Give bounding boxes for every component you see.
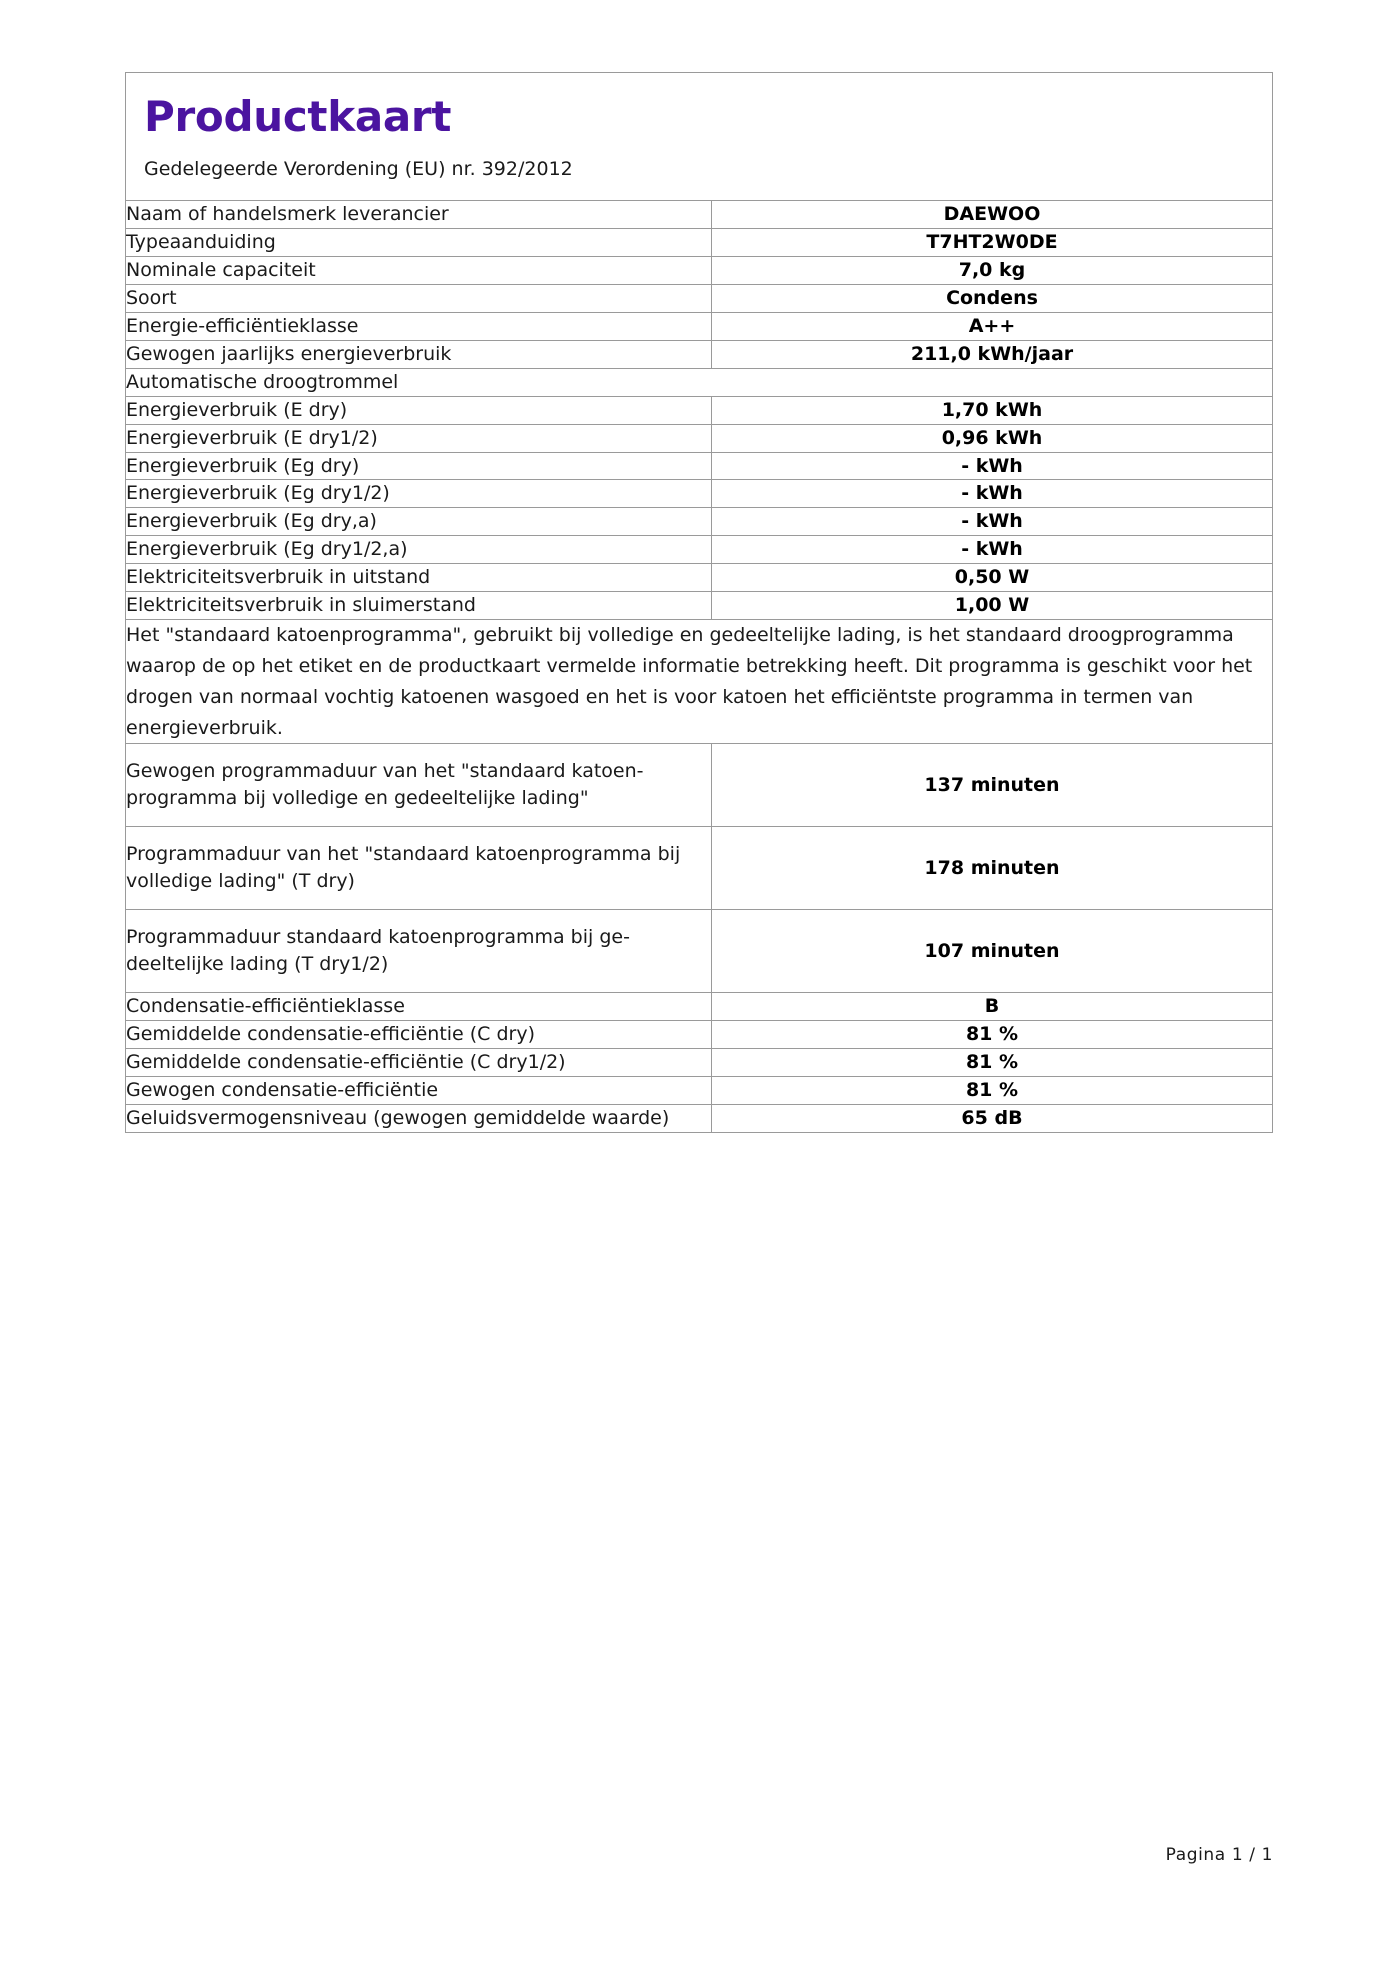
spec-value: 178 minuten: [712, 827, 1273, 910]
spec-label: Energieverbruik (Eg dry1/2,a): [126, 536, 712, 564]
spec-label: Naam of handelsmerk leverancier: [126, 200, 712, 228]
spec-label: Energieverbruik (Eg dry1/2): [126, 480, 712, 508]
table-row: [126, 480, 1273, 508]
table-row: [126, 744, 1273, 827]
spec-value: 0,96 kWh: [712, 424, 1273, 452]
table-row: [126, 827, 1273, 910]
spec-value: Condens: [712, 284, 1273, 312]
section-heading-automatic-dryer: Automatische droogtrommel: [126, 368, 1273, 396]
spec-label: Programmaduur standaard katoenprogramma bij ge-deeltelijke lading (T dry1/2): [126, 910, 712, 993]
page-title: Productkaart: [144, 92, 452, 141]
spec-value: DAEWOO: [712, 200, 1273, 228]
spec-label: Elektriciteitsverbruik in sluimerstand: [126, 592, 712, 620]
spec-label: Gewogen condensatie-efficiëntie: [126, 1077, 712, 1105]
table-row: [126, 256, 1273, 284]
spec-label: Programmaduur van het "standaard katoenprogramma bij volledige lading" (T dry): [126, 827, 712, 910]
spec-label: Energieverbruik (Eg dry): [126, 452, 712, 480]
spec-label: Energie-efficiëntieklasse: [126, 312, 712, 340]
spec-label: Gemiddelde condensatie-efficiëntie (C dry): [126, 1021, 712, 1049]
table-row: [126, 1105, 1273, 1133]
spec-value: 0,50 W: [712, 564, 1273, 592]
table-row: [126, 424, 1273, 452]
spec-label: Energieverbruik (E dry): [126, 396, 712, 424]
table-row: [126, 284, 1273, 312]
spec-value: 65 dB: [712, 1105, 1273, 1133]
spec-value: T7HT2W0DE: [712, 228, 1273, 256]
spec-label: Energieverbruik (E dry1/2): [126, 424, 712, 452]
spec-value: B: [712, 993, 1273, 1021]
spec-value: - kWh: [712, 480, 1273, 508]
table-row: [126, 312, 1273, 340]
spec-value: - kWh: [712, 536, 1273, 564]
spec-value: 211,0 kWh/jaar: [712, 340, 1273, 368]
document-subtitle: Gedelegeerde Verordening (EU) nr. 392/2012: [144, 158, 573, 181]
spec-label: Gewogen jaarlijks energieverbruik: [126, 340, 712, 368]
product-card-sheet: [125, 72, 1273, 1133]
spec-value: 107 minuten: [712, 910, 1273, 993]
spec-value: - kWh: [712, 452, 1273, 480]
spec-value: - kWh: [712, 508, 1273, 536]
spec-value: 81 %: [712, 1049, 1273, 1077]
table-row-note: [126, 620, 1273, 744]
table-row: [126, 592, 1273, 620]
spec-label: Gewogen programmaduur van het "standaard katoen-programma bij volledige en gedeeltelijke lading": [126, 744, 712, 827]
table-row: [126, 228, 1273, 256]
table-row: [126, 508, 1273, 536]
spec-table-body: [126, 200, 1273, 1132]
product-specification-table: [125, 200, 1273, 1133]
table-row: [126, 340, 1273, 368]
table-row: [126, 993, 1273, 1021]
document-header: [125, 72, 1273, 200]
table-row: [126, 1077, 1273, 1105]
spec-value: 137 minuten: [712, 744, 1273, 827]
spec-label: Nominale capaciteit: [126, 256, 712, 284]
table-row: [126, 536, 1273, 564]
spec-value: 81 %: [712, 1021, 1273, 1049]
page-number-footer: Pagina 1 / 1: [1165, 1845, 1273, 1865]
spec-value: 81 %: [712, 1077, 1273, 1105]
table-row: [126, 910, 1273, 993]
spec-value: 1,70 kWh: [712, 396, 1273, 424]
table-row: [126, 1021, 1273, 1049]
spec-value: A++: [712, 312, 1273, 340]
spec-label: Gemiddelde condensatie-efficiëntie (C dry1/2): [126, 1049, 712, 1077]
spec-label: Condensatie-efficiëntieklasse: [126, 993, 712, 1021]
table-row: [126, 200, 1273, 228]
spec-label: Energieverbruik (Eg dry,a): [126, 508, 712, 536]
spec-label: Typeaanduiding: [126, 228, 712, 256]
standard-cotton-programme-note: Het "standaard katoenprogramma", gebruikt bij volledige en gedeeltelijke lading, is het standaard droogprogramma waarop de op het etiket en de productkaart vermelde informatie betrekking heeft. Dit programma is geschikt voor het drogen van normaal vochtig katoenen wasgoed en het is voor katoen het efficiëntste programma in termen van energieverbruik.: [126, 620, 1273, 744]
table-row: [126, 396, 1273, 424]
table-row-section-heading: [126, 368, 1273, 396]
spec-value: 7,0 kg: [712, 256, 1273, 284]
table-row: [126, 1049, 1273, 1077]
spec-value: 1,00 W: [712, 592, 1273, 620]
table-row: [126, 452, 1273, 480]
spec-label: Elektriciteitsverbruik in uitstand: [126, 564, 712, 592]
spec-label: Soort: [126, 284, 712, 312]
spec-label: Geluidsvermogensniveau (gewogen gemiddelde waarde): [126, 1105, 712, 1133]
table-row: [126, 564, 1273, 592]
